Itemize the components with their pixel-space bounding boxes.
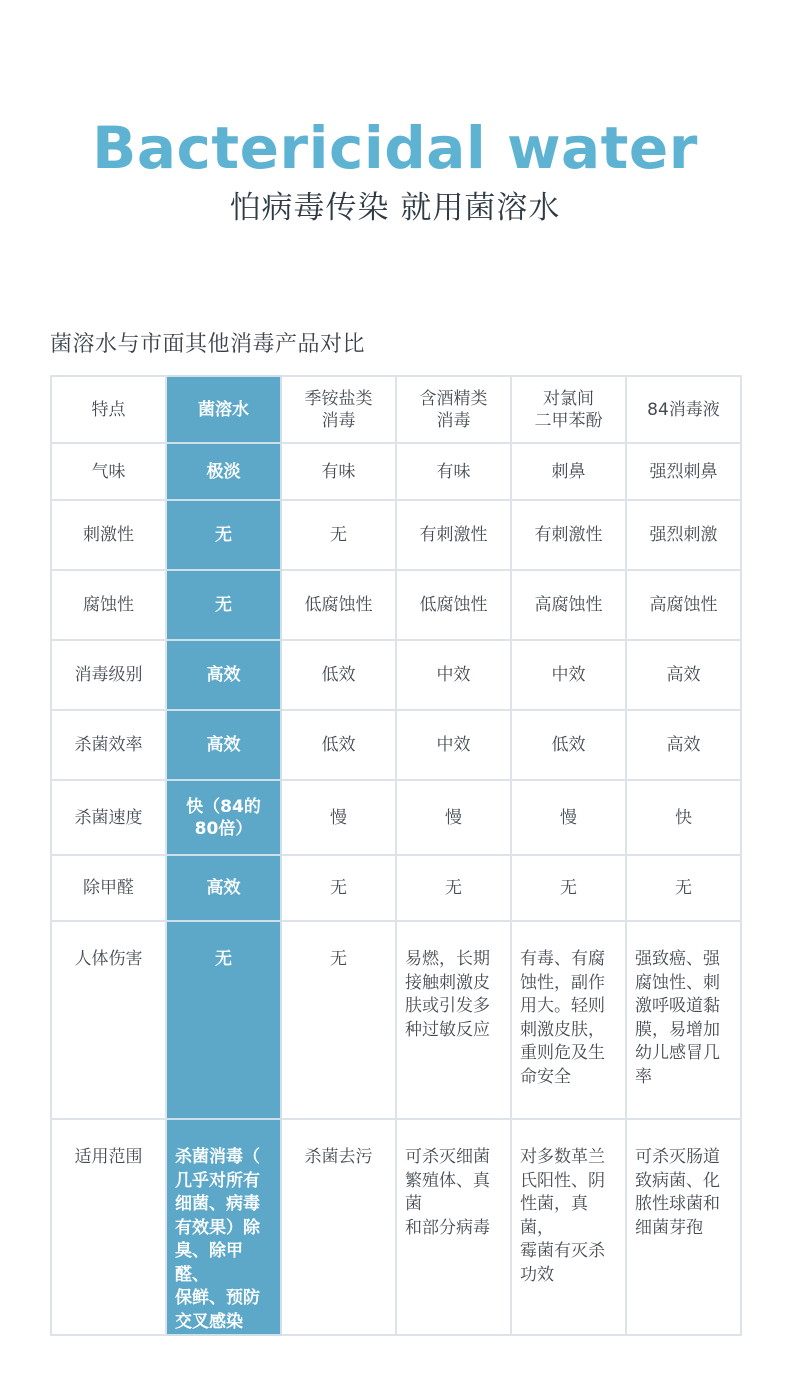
table-cell: 高效 (166, 640, 281, 710)
table-cell: 有刺激性 (396, 500, 511, 570)
table-header-row (51, 376, 741, 443)
row-label-cell: 适用范围 (51, 1119, 166, 1335)
table-cell: 易燃，长期 接触刺激皮 肤或引发多 种过敏反应 (396, 921, 511, 1119)
table-cell: 慢 (281, 780, 396, 855)
table-row (51, 1119, 741, 1335)
table-cell: 高效 (626, 710, 741, 780)
row-label-cell: 气味 (51, 443, 166, 500)
comparison-table (50, 375, 742, 1336)
row-label-cell: 腐蚀性 (51, 570, 166, 640)
table-cell: 快 (626, 780, 741, 855)
table-cell: 高效 (166, 855, 281, 921)
table-header-cell: 特点 (51, 376, 166, 443)
hero-subtitle: 怕病毒传染 就用菌溶水 (229, 190, 561, 226)
table-cell: 杀菌消毒（ 几乎对所有 细菌、病毒 有效果）除 臭、除甲醛、 保鲜、预防 交叉感染 (166, 1119, 281, 1335)
table-row (51, 921, 741, 1119)
table-cell: 强致癌、强 腐蚀性、刺 激呼吸道黏 膜，易增加 幼儿感冒几 率 (626, 921, 741, 1119)
table-row (51, 500, 741, 570)
table-header-cell: 含酒精类 消毒 (396, 376, 511, 443)
table-cell: 高效 (166, 710, 281, 780)
table-cell: 可杀灭肠道 致病菌、化 脓性球菌和 细菌芽孢 (626, 1119, 741, 1335)
table-row (51, 443, 741, 500)
table-cell: 慢 (511, 780, 626, 855)
table-cell: 低效 (511, 710, 626, 780)
table-cell: 有刺激性 (511, 500, 626, 570)
section-title: 菌溶水与市面其他消毒产品对比 (50, 332, 366, 357)
table-cell: 低效 (281, 640, 396, 710)
table-cell: 高腐蚀性 (511, 570, 626, 640)
table-row (51, 640, 741, 710)
table-cell: 无 (166, 570, 281, 640)
row-label-cell: 刺激性 (51, 500, 166, 570)
table-cell: 无 (396, 855, 511, 921)
table-cell: 有味 (396, 443, 511, 500)
row-label-cell: 杀菌效率 (51, 710, 166, 780)
row-label-cell: 消毒级别 (51, 640, 166, 710)
table-cell: 高腐蚀性 (626, 570, 741, 640)
table-header-cell: 菌溶水 (166, 376, 281, 443)
table-cell: 低效 (281, 710, 396, 780)
table-cell: 有毒、有腐 蚀性，副作 用大。轻则 刺激皮肤， 重则危及生 命安全 (511, 921, 626, 1119)
table-cell: 无 (166, 500, 281, 570)
table-cell: 可杀灭细菌 繁殖体、真菌 和部分病毒 (396, 1119, 511, 1335)
table-cell: 低腐蚀性 (281, 570, 396, 640)
table-row (51, 710, 741, 780)
table-header-cell: 84消毒液 (626, 376, 741, 443)
table-cell: 无 (281, 855, 396, 921)
row-label-cell: 除甲醛 (51, 855, 166, 921)
table-cell: 中效 (396, 640, 511, 710)
table-cell: 慢 (396, 780, 511, 855)
table-cell: 刺鼻 (511, 443, 626, 500)
table-cell: 对多数革兰 氏阳性、阴 性菌，真菌， 霉菌有灭杀 功效 (511, 1119, 626, 1335)
table-cell: 高效 (626, 640, 741, 710)
table-row (51, 780, 741, 855)
table-row (51, 570, 741, 640)
table-cell: 中效 (396, 710, 511, 780)
table-header-cell: 对氯间 二甲苯酚 (511, 376, 626, 443)
table-cell: 无 (511, 855, 626, 921)
table-cell: 极淡 (166, 443, 281, 500)
table-cell: 强烈刺激 (626, 500, 741, 570)
table-cell: 快（84的 80倍） (166, 780, 281, 855)
table-row (51, 855, 741, 921)
row-label-cell: 杀菌速度 (51, 780, 166, 855)
table-cell: 无 (281, 500, 396, 570)
table-header-cell: 季铵盐类 消毒 (281, 376, 396, 443)
table-cell: 无 (281, 921, 396, 1119)
table-cell: 低腐蚀性 (396, 570, 511, 640)
table-cell: 杀菌去污 (281, 1119, 396, 1335)
table-cell: 无 (166, 921, 281, 1119)
table-cell: 强烈刺鼻 (626, 443, 741, 500)
row-label-cell: 人体伤害 (51, 921, 166, 1119)
table-cell: 无 (626, 855, 741, 921)
hero-title: Bactericidal water (92, 114, 698, 182)
table-cell: 有味 (281, 443, 396, 500)
table-cell: 中效 (511, 640, 626, 710)
